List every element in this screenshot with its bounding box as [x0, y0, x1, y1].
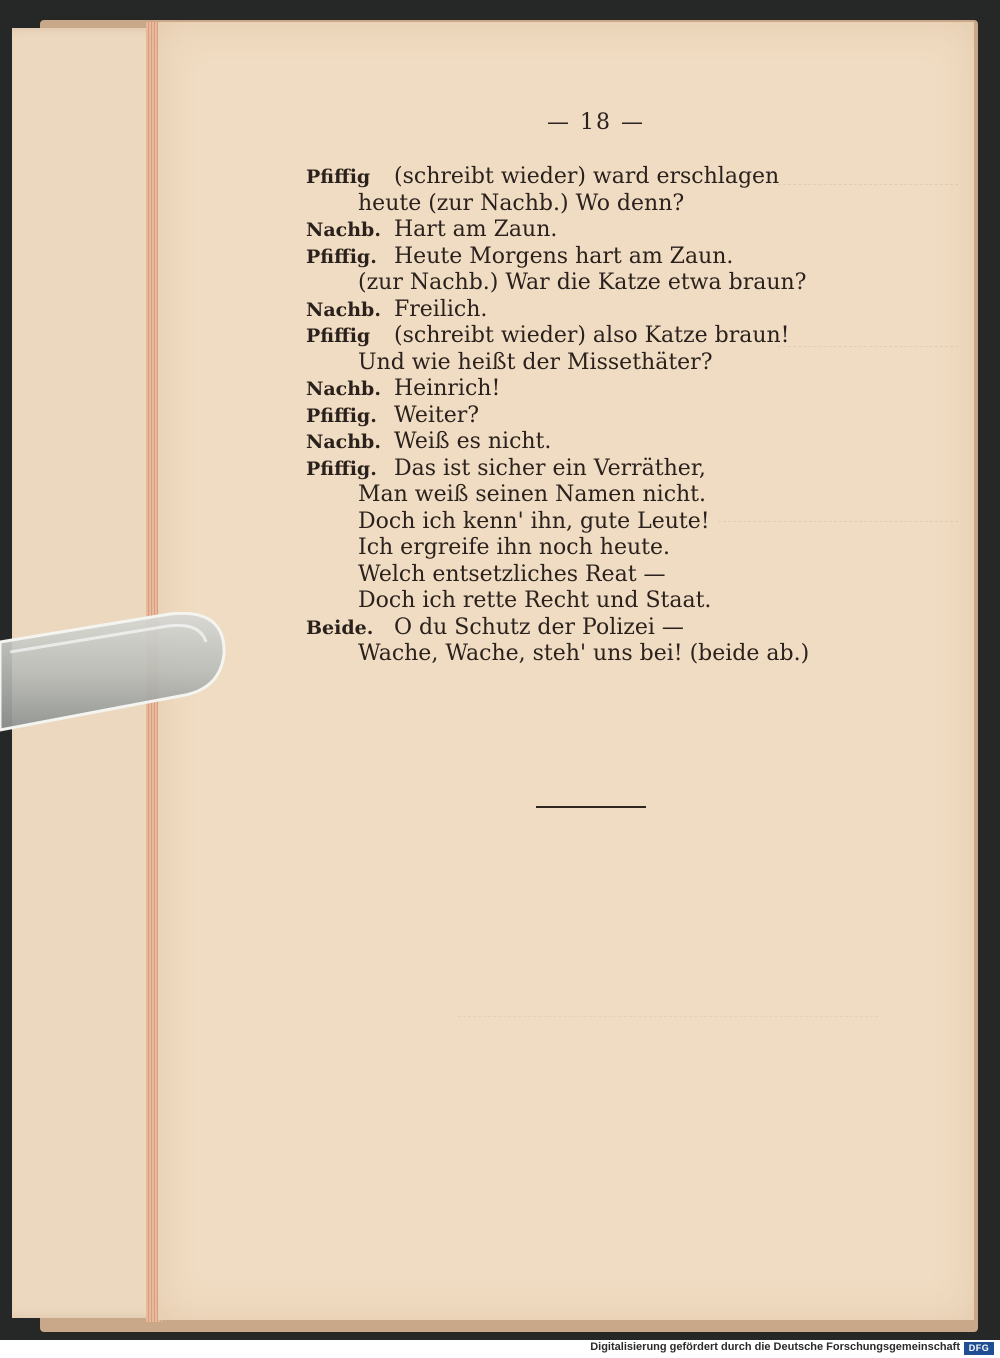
verse-text: (schreibt wieder) ward erschlagen [394, 164, 780, 189]
verse-line [306, 482, 866, 509]
verse-line [306, 535, 866, 562]
dfg-logo-icon: DFG [964, 1342, 994, 1355]
verse-line [306, 376, 866, 403]
verse-line [306, 588, 866, 615]
verse-line [306, 641, 866, 668]
verse-text: Doch ich rette Recht und Staat. [358, 588, 712, 613]
verse-text: Freilich. [394, 296, 488, 322]
verse-text: Hart am Zaun. [394, 217, 558, 242]
speaker-name: Beide. [306, 616, 374, 639]
verse-line [306, 509, 866, 536]
speaker-name: Pfiffig. [306, 404, 377, 427]
speaker-name: Nachb. [306, 378, 381, 400]
verse-text: Weiter? [394, 402, 480, 428]
verse-line [306, 323, 866, 350]
footer-bar [0, 1340, 1000, 1358]
verse-text: Heinrich! [394, 376, 501, 401]
verse-line [306, 270, 866, 297]
verse-line [306, 615, 866, 642]
speaker-name: Pfiffig. [306, 457, 377, 480]
speaker-name: Pfiffig [306, 325, 371, 347]
verse-line [306, 217, 866, 244]
verse-line [306, 244, 866, 271]
verse-text: Und wie heißt der Missethäter? [358, 349, 713, 375]
speaker-name: Nachb. [306, 298, 381, 321]
verse-line [306, 403, 866, 430]
verse-text: Wache, Wache, steh' uns bei! (beide ab.) [358, 641, 810, 666]
verse-text: O du Schutz der Polizei — [394, 614, 684, 640]
verse-text: Ich ergreife ihn noch heute. [358, 535, 670, 560]
speaker-name: Pfiffig [306, 166, 371, 188]
verse-text: Welch entsetzliches Reat — [358, 561, 666, 587]
verse-text: (zur Nachb.) War die Katze etwa braun? [358, 270, 807, 295]
speaker-name: Nachb. [306, 219, 381, 241]
verse-line [306, 191, 866, 218]
verse-line [306, 297, 866, 324]
speaker-name: Pfiffig. [306, 245, 377, 268]
verse-line [306, 350, 866, 377]
verse-text: Heute Morgens hart am Zaun. [394, 243, 734, 269]
verse-line [306, 562, 866, 589]
verse-text: Doch ich kenn' ihn, gute Leute! [358, 508, 710, 534]
verse-text: (schreibt wieder) also Katze braun! [394, 323, 790, 348]
verse-line [306, 164, 866, 191]
verse-text: heute (zur Nachb.) Wo denn? [358, 190, 685, 216]
funding-credit: Digitalisierung gefördert durch die Deutsche Forschungsgemeinschaft [590, 1341, 960, 1353]
page-number: — 18 — [547, 110, 645, 135]
speaker-name: Nachb. [306, 431, 381, 453]
verse-line [306, 429, 866, 456]
verse-text: Weiß es nicht. [394, 429, 552, 454]
verse-line [306, 456, 866, 483]
section-divider [536, 806, 646, 808]
book-page [158, 22, 974, 1320]
page-holder-clip [0, 612, 230, 732]
verse-text: Man weiß seinen Namen nicht. [358, 482, 707, 507]
verse-block [306, 164, 866, 668]
verse-text: Das ist sicher ein Verräther, [394, 455, 706, 481]
